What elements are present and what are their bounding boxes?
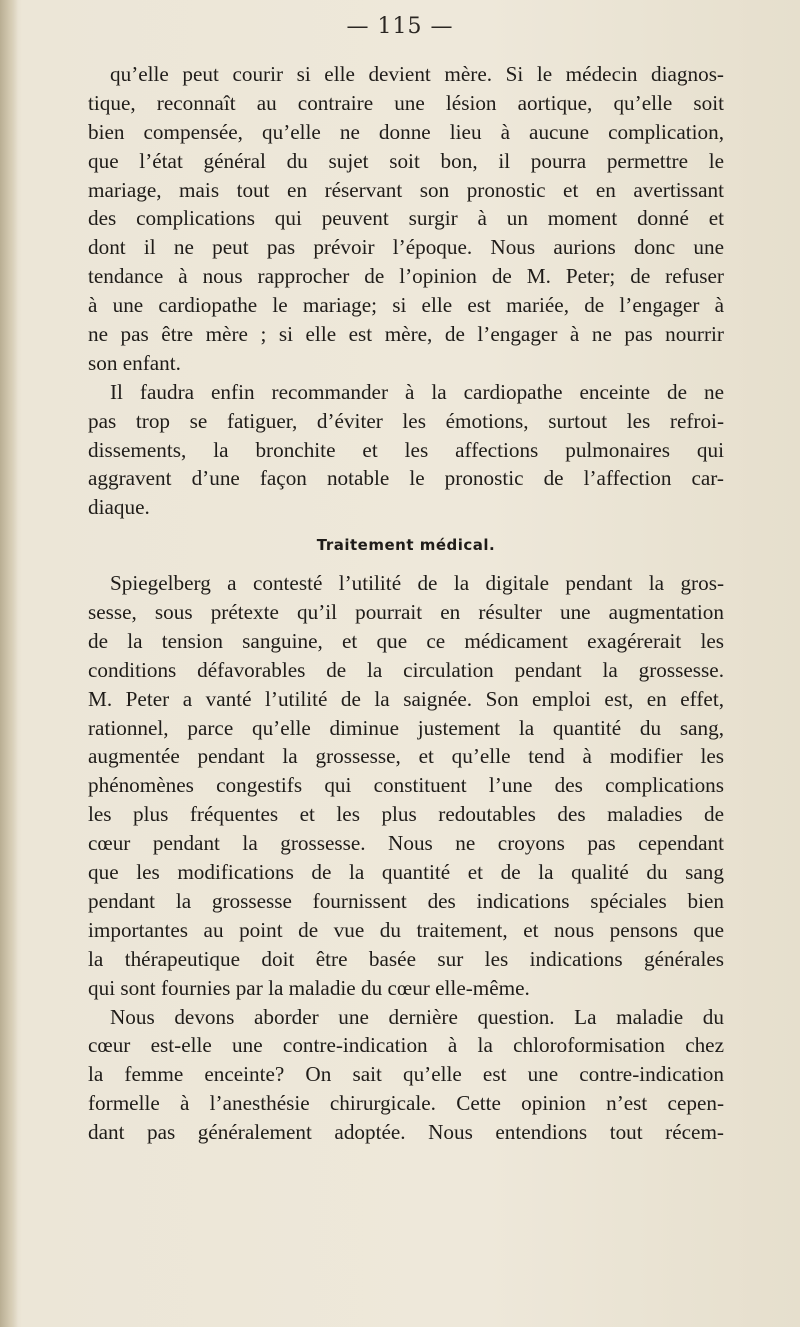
text-line: la femme enceinte? On sait qu’elle est une contre-indication — [88, 1062, 724, 1087]
text-line: que l’état général du sujet soit bon, il pourra permettre le — [88, 148, 724, 173]
text-line: ne pas être mère ; si elle est mère, de l’engager à ne pas nourrir — [88, 322, 724, 347]
text-line: dont il ne peut pas prévoir l’époque. Nous aurions donc une — [88, 235, 724, 260]
page-number-header: — 115 — — [346, 14, 454, 39]
page-spine-shadow — [0, 0, 18, 1327]
text-line: de la tension sanguine, et que ce médicament exagérerait les — [88, 628, 724, 653]
text-line: bien compensée, qu’elle ne donne lieu à aucune complication, — [88, 119, 724, 144]
text-line: mariage, mais tout en réservant son pronostic et en avertissant — [88, 177, 724, 202]
body-text — [88, 60, 724, 1147]
text-line: à une cardiopathe le mariage; si elle est mariée, de l’engager à — [88, 293, 724, 318]
text-line: aggravent d’une façon notable le pronostic de l’affection car- — [88, 466, 724, 491]
text-line: son enfant. — [88, 350, 181, 375]
text-line: cœur pendant la grossesse. Nous ne croyons pas cependant — [88, 831, 724, 856]
text-line: les plus fréquentes et les plus redoutables des maladies de — [88, 802, 724, 827]
text-line: pendant la grossesse fournissent des indications spéciales bien — [88, 888, 724, 913]
text-line: conditions défavorables de la circulation pendant la grossesse. — [88, 657, 724, 682]
text-line: qui sont fournies par la maladie du cœur elle-même. — [88, 975, 530, 1000]
text-line: tique, reconnaît au contraire une lésion aortique, qu’elle soit — [88, 90, 724, 115]
text-line: sesse, sous prétexte qu’il pourrait en résulter une augmentation — [88, 600, 724, 625]
text-line: phénomènes congestifs qui constituent l’une des complications — [88, 773, 724, 798]
text-line: diaque. — [88, 495, 150, 520]
text-line: M. Peter a vanté l’utilité de la saignée. Son emploi est, en effet, — [88, 686, 724, 711]
section-heading: Traitement médical. — [316, 536, 496, 555]
text-line: des complications qui peuvent surgir à un moment donné et — [88, 206, 724, 231]
text-line: rationnel, parce qu’elle diminue justement la quantité du sang, — [88, 715, 724, 740]
text-line: dant pas généralement adoptée. Nous entendions tout récem- — [88, 1120, 724, 1145]
text-line: la thérapeutique doit être basée sur les indications générales — [88, 946, 724, 971]
text-line: augmentée pendant la grossesse, et qu’elle tend à modifier les — [88, 744, 724, 769]
text-line: cœur est-elle une contre-indication à la chloroformisation chez — [88, 1033, 724, 1058]
text-line: tendance à nous rapprocher de l’opinion de M. Peter; de refuser — [88, 264, 724, 289]
text-line: pas trop se fatiguer, d’éviter les émotions, surtout les refroi- — [88, 408, 724, 433]
text-line: formelle à l’anesthésie chirurgicale. Cette opinion n’est cepen- — [88, 1091, 724, 1116]
text-line: que les modifications de la quantité et de la qualité du sang — [88, 860, 724, 885]
text-line: Nous devons aborder une dernière question. La maladie du — [110, 1004, 724, 1029]
text-line: qu’elle peut courir si elle devient mère. Si le médecin diagnos- — [110, 62, 724, 86]
text-line: importantes au point de vue du traitement, et nous pensons que — [88, 917, 724, 942]
text-line: dissements, la bronchite et les affections pulmonaires qui — [88, 437, 724, 462]
text-line: Spiegelberg a contesté l’utilité de la digitale pendant la gros- — [110, 571, 724, 596]
text-line: Il faudra enfin recommander à la cardiopathe enceinte de ne — [110, 379, 724, 404]
